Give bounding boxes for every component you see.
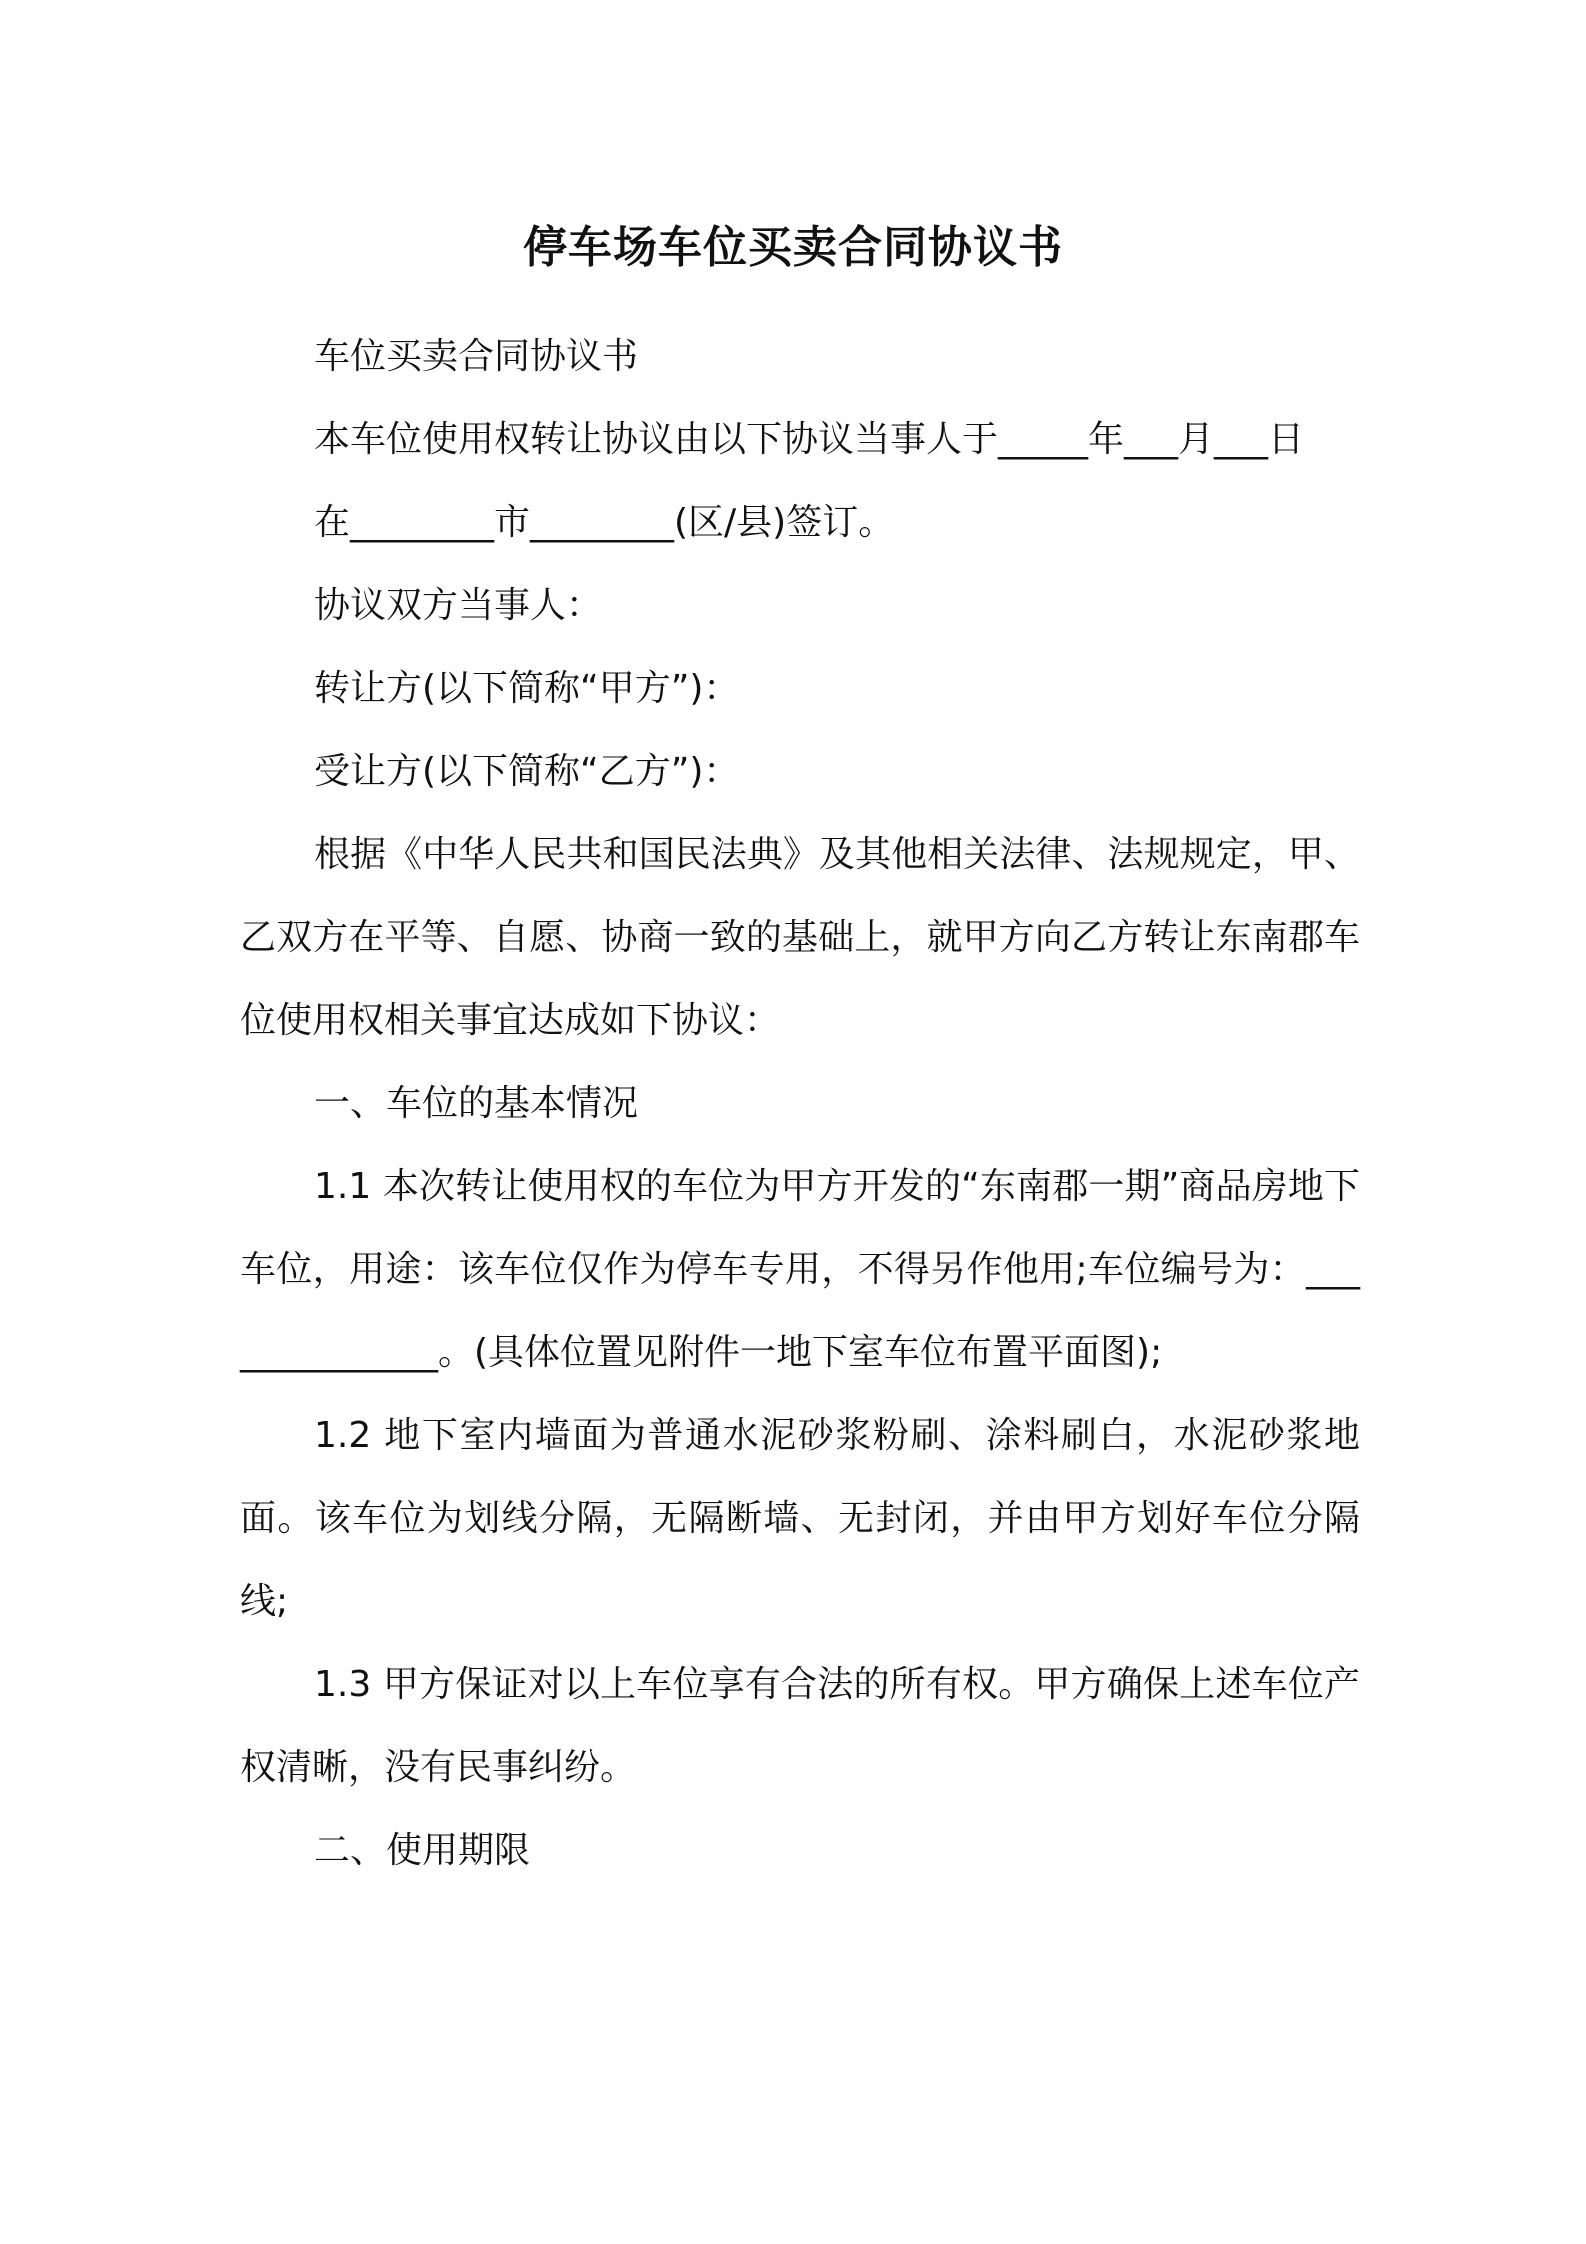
document-body bbox=[240, 315, 1360, 1892]
clause-1-1: 1.1 本次转让使用权的车位为甲方开发的“东南郡一期”商品房地下车位，用途：该车位仅作为停车专用，不得另作他用;车位编号为：______________。(具体位置见附件一地下室车位布置平面图); bbox=[240, 1166, 1360, 1373]
clause-1-3: 1.3 甲方保证对以上车位享有合法的所有权。甲方确保上述车位产权清晰，没有民事纠纷。 bbox=[240, 1664, 1360, 1788]
paragraph-preamble: 根据《中华人民共和国民法典》及其他相关法律、法规规定，甲、乙双方在平等、自愿、协商一致的基础上，就甲方向乙方转让东南郡车位使用权相关事宜达成如下协议： bbox=[240, 834, 1360, 1041]
paragraph-parties-heading: 协议双方当事人： bbox=[314, 585, 603, 626]
paragraph-party-a: 转让方(以下简称“甲方”)： bbox=[314, 668, 740, 709]
document-title: 停车场车位买卖合同协议书 bbox=[523, 222, 1063, 273]
section-heading-basic-info: 一、车位的基本情况 bbox=[314, 1083, 639, 1124]
paragraph-subtitle: 车位买卖合同协议书 bbox=[314, 336, 639, 377]
clause-1-2: 1.2 地下室内墙面为普通水泥砂浆粉刷、涂料刷白，水泥砂浆地面。该车位为划线分隔，无隔断墙、无封闭，并由甲方划好车位分隔线; bbox=[240, 1415, 1360, 1622]
paragraph-signing-date: 本车位使用权转让协议由以下协议当事人于_____年___月___日 bbox=[314, 419, 1305, 460]
section-heading-term: 二、使用期限 bbox=[314, 1830, 531, 1871]
paragraph-party-b: 受让方(以下简称“乙方”)： bbox=[314, 751, 740, 792]
paragraph-signing-place: 在________市________(区/县)签订。 bbox=[314, 502, 895, 543]
